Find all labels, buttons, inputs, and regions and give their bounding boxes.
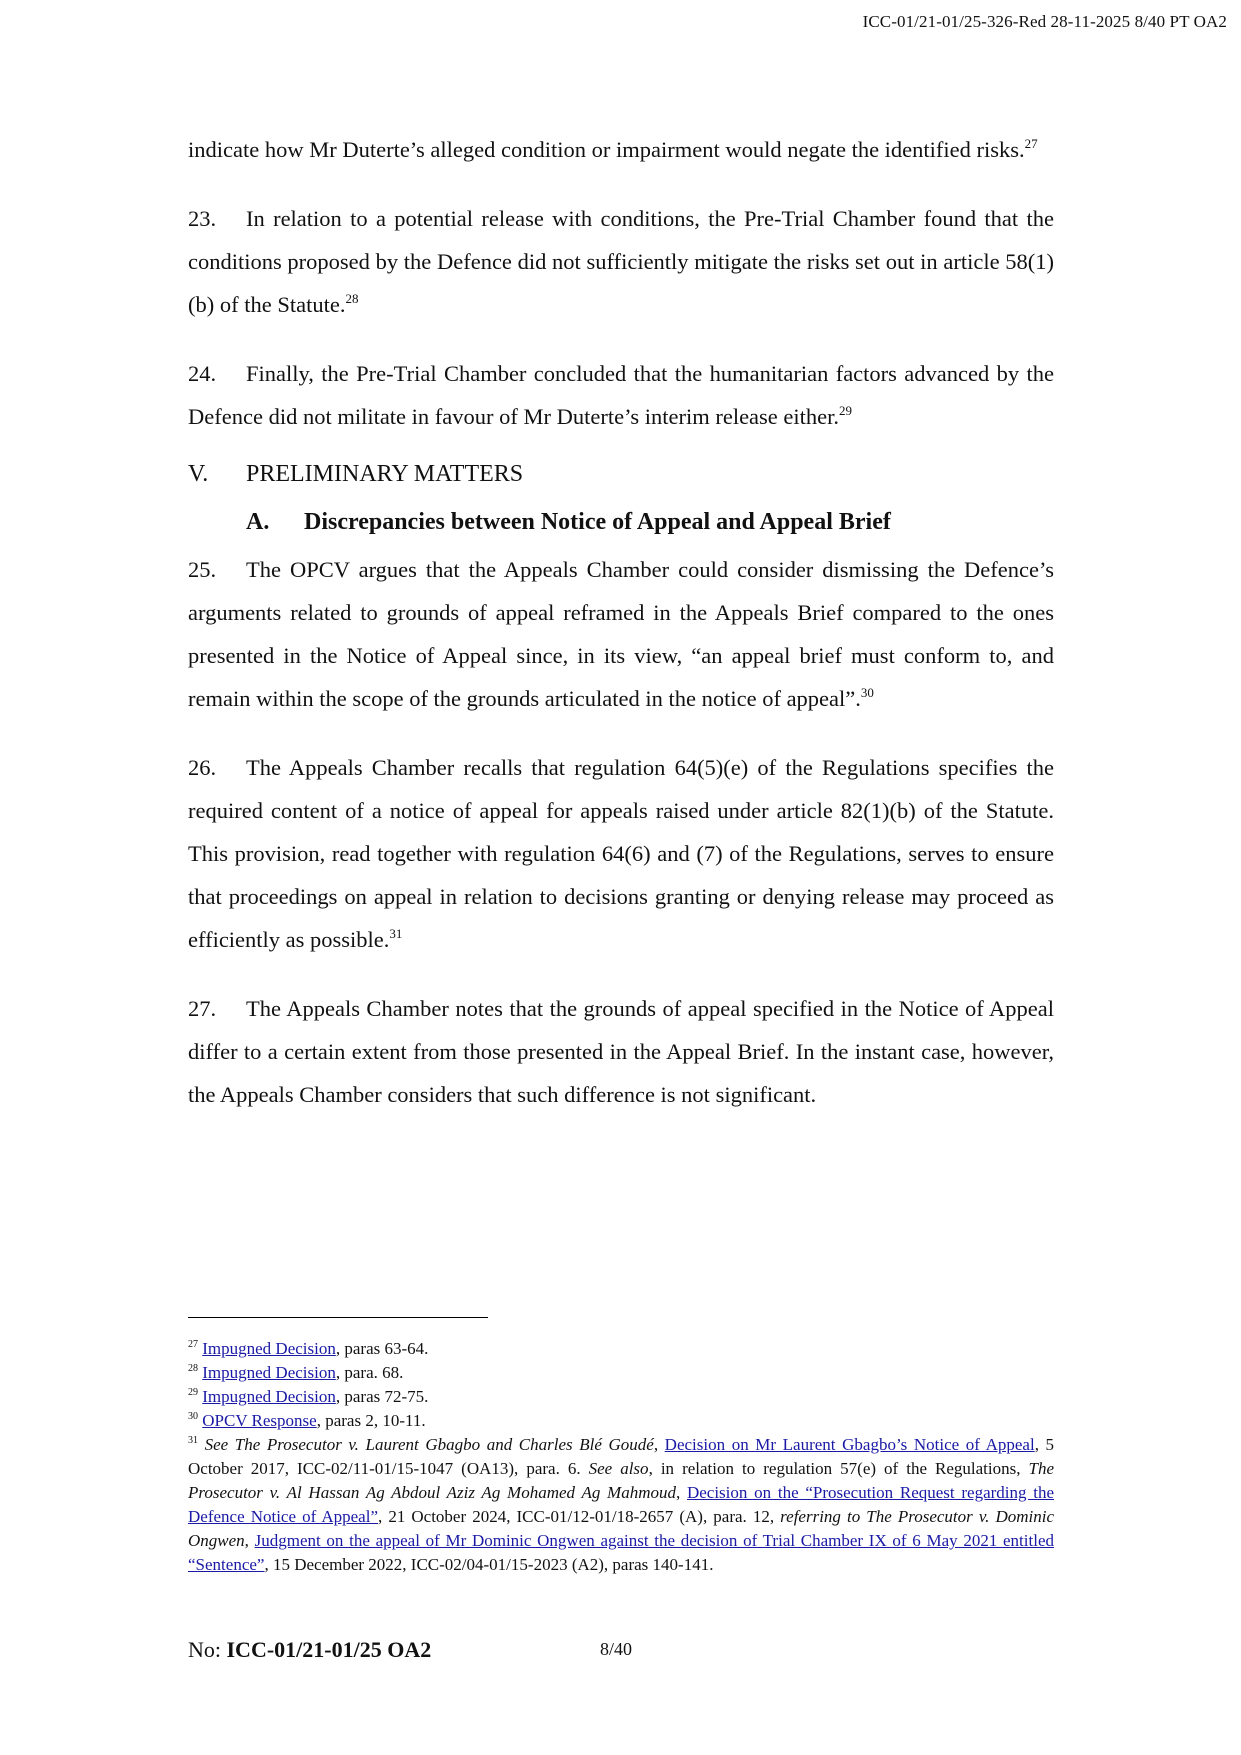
footnote-separator [188,1317,488,1318]
continuation-paragraph [188,128,1054,171]
footnote-text: , paras 2, 10-11. [316,1411,426,1430]
gbagbo-decision-link[interactable]: Decision on Mr Laurent Gbagbo’s Notice of Appeal [664,1435,1035,1454]
footnote-text: , paras 72-75. [335,1387,429,1406]
footnote-ref[interactable]: 30 [860,685,874,700]
footnote-text: , para. 68. [335,1363,404,1382]
section-title: PRELIMINARY MATTERS [246,461,524,487]
paragraph-23 [188,197,1054,326]
footnote-case-name: See The Prosecutor v. Laurent Gbagbo and Charles Blé Goudé [204,1435,654,1454]
page-number: 8/40 [600,1639,633,1659]
impugned-decision-link[interactable]: Impugned Decision [202,1387,336,1406]
impugned-decision-link[interactable]: Impugned Decision [202,1363,336,1382]
footnotes [188,1337,1054,1577]
paragraph-number: 23. [188,206,217,231]
footnote-ref[interactable]: 28 [345,291,359,306]
paragraph-text: In relation to a potential release with conditions, the Pre-Trial Chamber found that the conditions proposed by the Defence did not sufficiently mitigate the risks set out in article 58(1)(b) of the Statute. [188,206,1054,317]
al-hassan-decision-link[interactable]: Decision on the “Prosecution Request regarding the Defence Notice of Appeal” [188,1483,1054,1526]
paragraph-number: 27. [188,996,217,1021]
footnote-27 [188,1337,1054,1361]
subsection-letter: A. [246,509,270,535]
footnote-ref[interactable]: 27 [1024,136,1038,151]
footnote-number: 30 [188,1411,198,1422]
paragraph-24 [188,352,1054,438]
footnote-text: , [653,1435,665,1454]
footnote-ref[interactable]: 29 [839,403,853,418]
subsection-title: Discrepancies between Notice of Appeal and Appeal Brief [304,509,891,535]
footnote-31 [188,1433,1054,1577]
paragraph-number: 26. [188,755,217,780]
footnote-28 [188,1361,1054,1385]
paragraph-text: indicate how Mr Duterte’s alleged condition or impairment would negate the identified risks. [188,137,1025,162]
section-number: V. [188,461,209,487]
footnote-text: , 21 October 2024, ICC-01/12-01/18-2657 (A), para. 12, [378,1507,781,1526]
footnote-30 [188,1409,1054,1433]
footnote-number: 31 [188,1435,198,1446]
paragraph-text: The OPCV argues that the Appeals Chamber could consider dismissing the Defence’s arguments related to grounds of appeal reframed in the Appeals Brief compared to the ones presented in the Notice of Appeal since, in its view, “an appeal brief must conform to, and remain within the scope of the grounds articulated in the notice of appeal”. [188,557,1054,711]
footnote-29 [188,1385,1054,1409]
document-body [188,128,1054,1116]
paragraph-text: Finally, the Pre-Trial Chamber concluded that the humanitarian factors advanced by the Defence did not militate in favour of Mr Duterte’s interim release either. [188,361,1054,429]
paragraph-text: The Appeals Chamber recalls that regulation 64(5)(e) of the Regulations specifies the required content of a notice of appeal for appeals raised under article 82(1)(b) of the Statute. This provision, read together with regulation 64(6) and (7) of the Regulations, serves to ensure that proceedings on appeal in relation to decisions granting or denying release may proceed as efficiently as possible. [188,755,1054,952]
opcv-response-link[interactable]: OPCV Response [202,1411,317,1430]
document-reference-header: ICC-01/21-01/25-326-Red 28-11-2025 8/40 PT OA2 [862,12,1227,31]
impugned-decision-link[interactable]: Impugned Decision [202,1339,336,1358]
footnote-text: , 5 October 2017, ICC-02/11-01/15-1047 (OA13), para. 6. [188,1435,1055,1478]
paragraph-25 [188,548,1054,720]
footnote-case-name: The Prosecutor v. Al Hassan Ag Abdoul Aziz Ag Mohamed Ag Mahmoud [188,1459,1054,1502]
ongwen-judgment-link[interactable]: Judgment on the appeal of Mr Dominic Ongwen against the decision of Trial Chamber IX of 6 May 2021 entitled “Sentence” [188,1531,1054,1574]
footnote-signal: See also [588,1459,649,1478]
footnote-text: , paras 63-64. [335,1339,429,1358]
footnote-text: , 15 December 2022, ICC-02/04-01/15-2023 (A2), paras 140-141. [264,1555,714,1574]
footnote-text: , in relation to regulation 57(e) of the Regulations, [648,1459,1029,1478]
footnote-number: 28 [188,1363,198,1374]
footnote-case-name: referring to The Prosecutor v. Dominic Ongwen [188,1507,1054,1550]
footnote-number: 29 [188,1387,198,1398]
footer-case-number: ICC-01/21-01/25 OA2 [226,1637,432,1662]
paragraph-number: 25. [188,557,217,582]
paragraph-text: The Appeals Chamber notes that the grounds of appeal specified in the Notice of Appeal differ to a certain extent from those presented in the Appeal Brief. In the instant case, however, the Appeals Chamber considers that such difference is not significant. [188,996,1054,1107]
subsection-heading [246,500,1054,544]
page-footer [188,1637,1054,1663]
section-heading [188,454,1054,494]
footer-no-label: No: [188,1637,227,1662]
paragraph-27 [188,987,1054,1116]
footnote-text: , [675,1483,687,1502]
footnote-number: 27 [188,1339,198,1350]
paragraph-number: 24. [188,361,217,386]
footnote-ref[interactable]: 31 [389,926,403,941]
paragraph-26 [188,746,1054,961]
footnote-text: , [244,1531,255,1550]
